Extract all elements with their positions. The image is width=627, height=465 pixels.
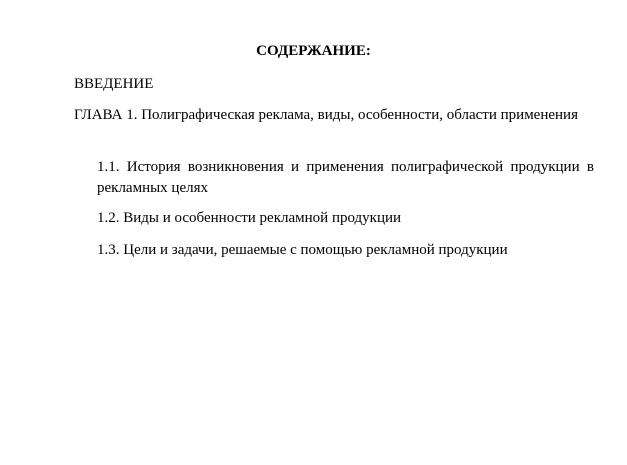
toc-entry-section-1-2: 1.2. Виды и особенности рекламной продукции xyxy=(97,210,402,226)
page-title: СОДЕРЖАНИЕ: xyxy=(256,43,371,59)
toc-entry-chapter-1: ГЛАВА 1. Полиграфическая реклама, виды, особенности, области применения xyxy=(74,107,578,123)
toc-entry-section-1-3: 1.3. Цели и задачи, решаемые с помощью рекламной продукции xyxy=(97,242,508,258)
toc-entry-introduction: ВВЕДЕНИЕ xyxy=(74,76,154,92)
toc-entry-section-1-1: 1.1. История возникновения и применения полиграфической продукции в рекламных целях xyxy=(97,159,594,196)
